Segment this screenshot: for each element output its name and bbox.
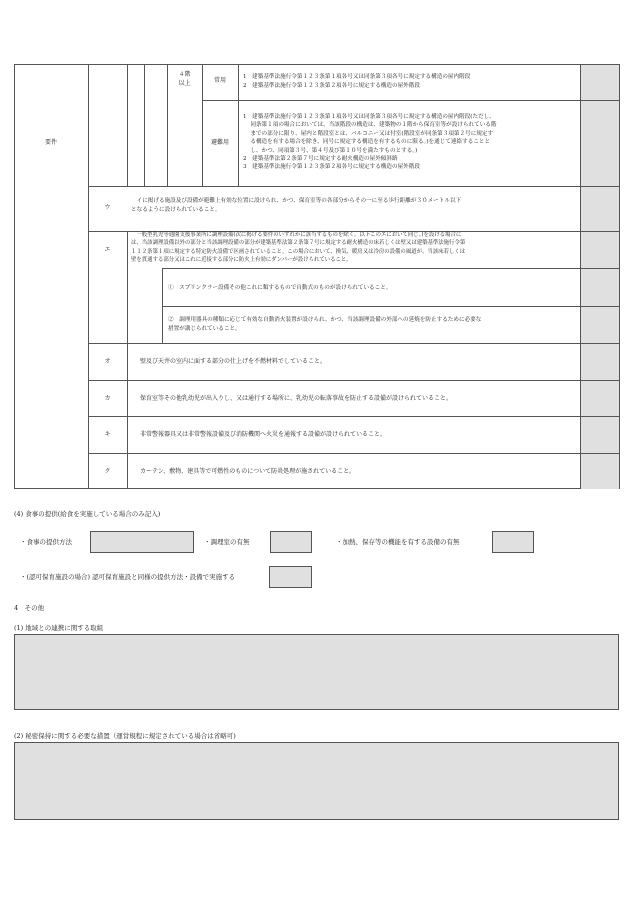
item-ki-key: キ	[104, 431, 111, 438]
item-ku-key: ク	[104, 468, 111, 475]
check-cell-o[interactable]	[581, 344, 619, 380]
check-cell-ku[interactable]	[581, 454, 619, 489]
item-ka-text: 保育室等その他乳幼児が出入りし、又は通行する場所に、乳幼児の転落事故を防止する設備が設けられていること。	[140, 395, 453, 402]
check-cell-ki[interactable]	[581, 417, 619, 453]
community-heading: (1) 地域との連携に関する取組	[14, 624, 104, 632]
check-cell-evac[interactable]	[581, 101, 619, 186]
check-cell-normal[interactable]	[581, 65, 619, 100]
ninka-label: ・(認可保育施設の場合) 認可保育施設と同様の提供方法・設備で実施する	[20, 573, 236, 581]
item-e1-text: ① スプリンクラー設備その他これに類するもので自動式のものが設けられていること。	[168, 285, 392, 291]
item-o-text: 壁及び天井の室内に面する部分の仕上げを不燃材料でしていること。	[140, 358, 327, 365]
item-o-key: オ	[104, 358, 111, 365]
heating-input[interactable]	[492, 531, 534, 553]
meal-method-label: ・食事の提供方法	[20, 538, 72, 546]
item-u-text: イに掲げる施設及び設備が避難上有効な位置に設けられ、かつ、保育室等の各部分からその一に至る歩行距離が３０メートル以下 となるように設けられていること。	[131, 198, 462, 213]
check-cell-ka[interactable]	[581, 381, 619, 416]
meal-method-input[interactable]	[90, 531, 194, 553]
ninka-input[interactable]	[269, 566, 312, 588]
item-e-key: エ	[104, 246, 111, 253]
item-ka-key: カ	[104, 395, 111, 402]
evac-use-label: 避難用	[210, 139, 229, 146]
check-cell-u[interactable]	[581, 187, 619, 231]
check-cell-e2[interactable]	[581, 307, 619, 343]
normal-use-items: 1 建築基準法施行令第１２３条第１項各号又は同条第３項各号に規定する構造の屋内階段 2 建築基準法施行令第１２３条第２項各号に規定する構造の屋外階段	[243, 74, 471, 89]
privacy-heading: (2) 秘密保持に関する必要な措置（運営規程に規定されている場合は省略可)	[14, 732, 236, 740]
item-e2-text: ② 調理用器具の種類に応じて有効な自動消火装置が設けられ、かつ、当該調理設備の外部への延焼を防止するために必要な 措置が講じられていること。	[168, 317, 482, 332]
community-textarea[interactable]	[14, 634, 619, 710]
check-cell-e1[interactable]	[581, 269, 619, 306]
privacy-textarea[interactable]	[14, 742, 619, 820]
kitchen-label: ・調理室の有無	[204, 538, 250, 546]
meal-heading: (4) 食事の提供(給食を実施している場合のみ記入)	[14, 510, 161, 518]
other-heading: 4 その他	[14, 604, 45, 612]
item-ki-text: 非常警報器具又は非常警報設備及び消防機関へ火災を通報する設備が設けられていること。	[140, 431, 387, 438]
item-e-text: 一般型乳児等通園支援事業所に調理設備(次に掲げる要件のいずれかに該当するものを除く。以下このエにおいて同じ。)を設ける場合に は、当該調理設備以外の部分と当該調理設備の部分が建築基準法第２条第７号に規定する耐火構造の床若しくは壁又は建築基準法施行令第 １１２条第１項に規定する特定防火設備で区画されていること。この場合において、換気、暖房又は冷房の設備の風道が、当該床若しくは 壁を貫通する部分又はこれに近接する部分に防火上有効にダンパーが設けられていること。	[131, 232, 466, 264]
heating-label: ・加熱、保存等の機能を有する設備の有無	[336, 538, 460, 546]
floor-4-label: ４階 以上	[178, 71, 191, 87]
kitchen-input[interactable]	[270, 531, 312, 553]
item-ku-text: カーテン、敷物、建具等で可燃性のものについて防炎処理が施されていること。	[140, 468, 356, 475]
check-cell-e[interactable]	[581, 232, 619, 268]
item-u-key: ウ	[104, 204, 111, 211]
evac-use-items: 1 建築基準法施行令第１２３条第１項各号又は同条第３項各号に規定する構造の屋内階段(ただし、 同条第１項の場合においては、当該階段の構造は、建築物の１階から保育室等が設けられている階 までの部分に限り、屋内と階段室とは、バルコニー又は付室(階段室が同条第３項第２号に規定す る構造を有する場合を除き、同号に規定する構造を有するものに限る。)を通じて連絡することと し、かつ、同項第３号、第４号及び第１０号を満たすものとする。) 2 建築基準法第２条第７号に規定する耐火構造の屋外傾斜路 3 建築基準法施行令第１２３条第２項各号に規定する構造の屋外階段	[243, 114, 497, 171]
requirements-label: 要件	[44, 139, 57, 146]
normal-use-label: 常用	[213, 77, 226, 84]
